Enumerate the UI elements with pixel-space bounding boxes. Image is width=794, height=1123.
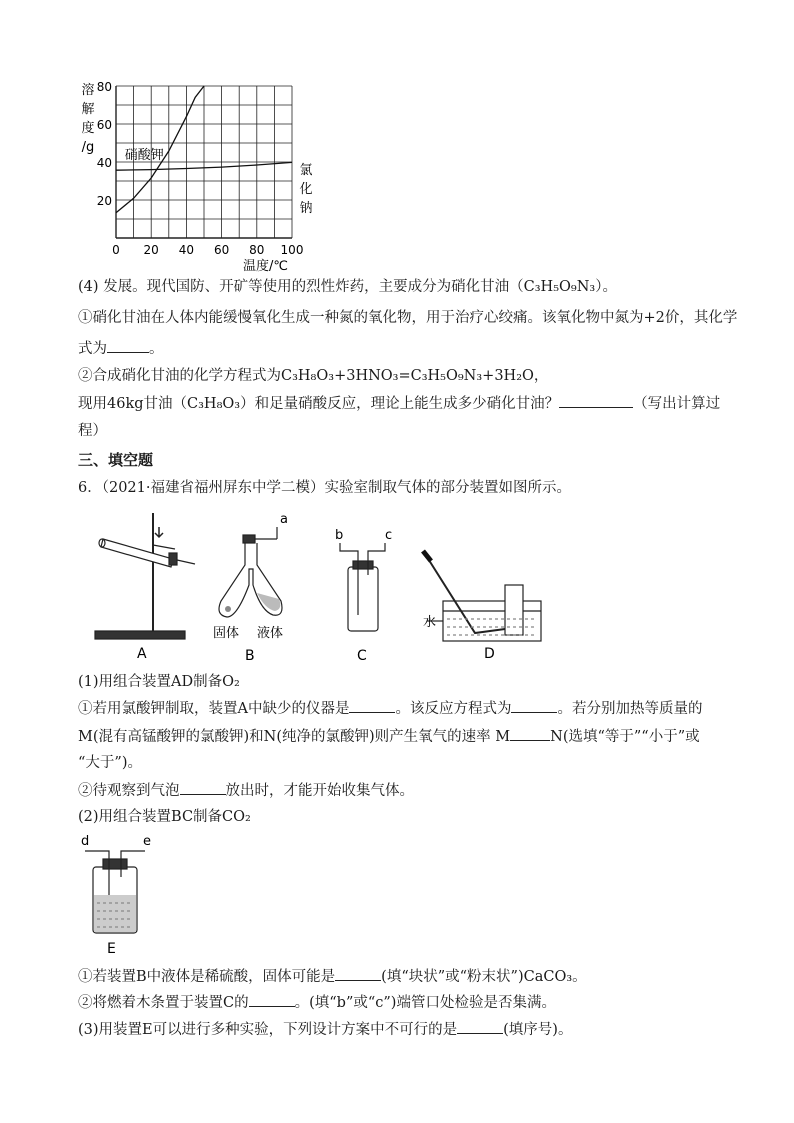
solubility-chart — [70, 78, 313, 274]
answer-blank[interactable] — [559, 393, 633, 408]
q5-part4: (4) 发展。现代国防、开矿等使用的烈性炸药，主要成分为硝化甘油（C₃H₅O₉N₃）。 — [78, 279, 617, 295]
answer-blank[interactable] — [335, 966, 381, 981]
q6-part2-b — [78, 992, 556, 1013]
x-tick-label: 20 — [143, 243, 159, 257]
apparatus-c-label: C — [357, 648, 367, 664]
q6-part1-d — [78, 780, 414, 801]
q6-part2-a-text2: (填“块状”或“粉末状”)CaCO₃。 — [381, 969, 587, 985]
x-tick-label: 60 — [213, 243, 230, 257]
y-axis-label: 度 — [81, 121, 95, 136]
apparatus-e-drawing — [85, 851, 145, 933]
q6-part1-d-text2: 放出时，才能开始收集气体。 — [225, 783, 414, 799]
q5-sub2-text: 现用46kg甘油（C₃H₈O₃）和足量硝酸反应，理论上能生成多少硝化甘油？ — [78, 396, 560, 412]
q6-part1-b-text1: M(混有高锰酸钾的氯酸钾)和N(纯净的氯酸钾)则产生氧气的速率 M — [78, 729, 511, 745]
apparatus-b-label: B — [245, 648, 255, 664]
q6-part3 — [78, 1019, 572, 1040]
liquid-label: 液体 — [257, 626, 284, 641]
answer-blank[interactable] — [511, 698, 557, 713]
potassium-nitrate-label: 硝酸钾 — [124, 148, 164, 164]
apparatus-e-figure — [75, 833, 165, 958]
q6-part1-a-text2: 。该反应方程式为 — [395, 701, 512, 717]
apparatus-b-drawing — [219, 527, 282, 617]
q6-part2: (2)用组合装置BC制备CO₂ — [78, 809, 251, 825]
apparatus-d-label: D — [484, 646, 495, 662]
y-tick-label: 60 — [96, 118, 112, 132]
y-tick-label: 80 — [96, 80, 112, 94]
apparatus-d-drawing — [423, 551, 541, 641]
solid-label: 固体 — [213, 626, 240, 641]
water-label: 水 — [423, 615, 437, 630]
apparatus-a-label: A — [137, 646, 147, 662]
q6-part2-a — [78, 966, 587, 987]
y-tick-label: 40 — [96, 156, 112, 170]
answer-blank[interactable] — [457, 1019, 503, 1034]
y-tick-label: 20 — [96, 194, 112, 208]
q5-sub1-end: 。 — [149, 341, 164, 357]
y-axis-label: 解 — [81, 102, 95, 117]
apparatus-a-drawing — [95, 513, 195, 639]
q5-sub2-end: 程） — [78, 423, 107, 439]
q5-sub1: ①硝化甘油在人体内能缓慢氧化生成一种氮的氧化物，用于治疗心绞痛。该氧化物中氮为+2价，其化学 — [78, 310, 738, 326]
q6-part1-d-text1: ②待观察到气泡 — [78, 783, 180, 799]
answer-blank[interactable] — [180, 780, 226, 795]
x-tick-label: 80 — [249, 243, 265, 257]
answer-blank[interactable] — [510, 726, 550, 741]
sodium-chloride-label: 化 — [299, 181, 313, 197]
q6-part1: (1)用组合装置AD制备O₂ — [78, 674, 240, 690]
apparatus-e-label: E — [107, 941, 116, 957]
q6-part1-a-text1: ①若用氯酸钾制取，装置A中缺少的仪器是 — [78, 701, 350, 717]
q5-sub1-cont — [78, 338, 164, 359]
x-tick-label: 100 — [280, 243, 304, 257]
q6-part2-a-text1: ①若装置B中液体是稀硫酸，固体可能是 — [78, 969, 336, 985]
tube-e-label: e — [143, 834, 151, 849]
q5-sub2-hint: （写出计算过 — [633, 396, 721, 412]
x-tick-label: 40 — [178, 243, 195, 257]
apparatus-c-drawing — [340, 543, 385, 631]
q6-part1-a-text3: 。若分别加热等质量的 — [557, 701, 703, 717]
sodium-chloride-label: 氯 — [299, 162, 313, 178]
q6-part1-b — [78, 726, 700, 747]
q6-part3-text1: (3)用装置E可以进行多种实验，下列设计方案中不可行的是 — [78, 1022, 458, 1038]
q5-sub2-question — [78, 393, 720, 414]
y-axis-label: 溶 — [81, 83, 95, 98]
q6-part1-b-text2: N(选填“等于”“小于”或 — [550, 729, 700, 745]
x-axis-label: 温度/℃ — [243, 259, 288, 274]
q5-sub1-text: 式为 — [78, 341, 107, 357]
q6-stem: 6．（2021·福建省福州屏东中学二模）实验室制取气体的部分装置如图所示。 — [78, 480, 571, 496]
answer-blank[interactable] — [249, 992, 295, 1007]
tube-c-label: c — [385, 528, 393, 543]
answer-blank[interactable] — [349, 698, 395, 713]
y-axis-label: /g — [81, 140, 95, 155]
sodium-chloride-label: 钠 — [299, 200, 313, 216]
tube-a-label: a — [280, 512, 288, 527]
q6-part2-b-text2: 。(填“b”或“c”)端管口处检验是否集满。 — [294, 995, 556, 1011]
q6-part2-b-text1: ②将燃着木条置于装置C的 — [78, 995, 249, 1011]
section-heading: 三、填空题 — [78, 451, 154, 469]
q6-part3-text2: (填序号)。 — [503, 1022, 573, 1038]
x-tick-label: 0 — [112, 243, 120, 257]
q5-sub2: ②合成硝化甘油的化学方程式为C₃H₈O₃+3HNO₃=C₃H₅O₉N₃+3H₂O， — [78, 368, 549, 384]
tube-b-label: b — [335, 528, 344, 543]
answer-blank[interactable] — [107, 338, 149, 353]
q6-part1-c: “大于”)。 — [78, 755, 142, 771]
q6-part1-a — [78, 698, 702, 719]
apparatus-figure — [85, 505, 545, 665]
tube-d-label: d — [81, 834, 90, 849]
